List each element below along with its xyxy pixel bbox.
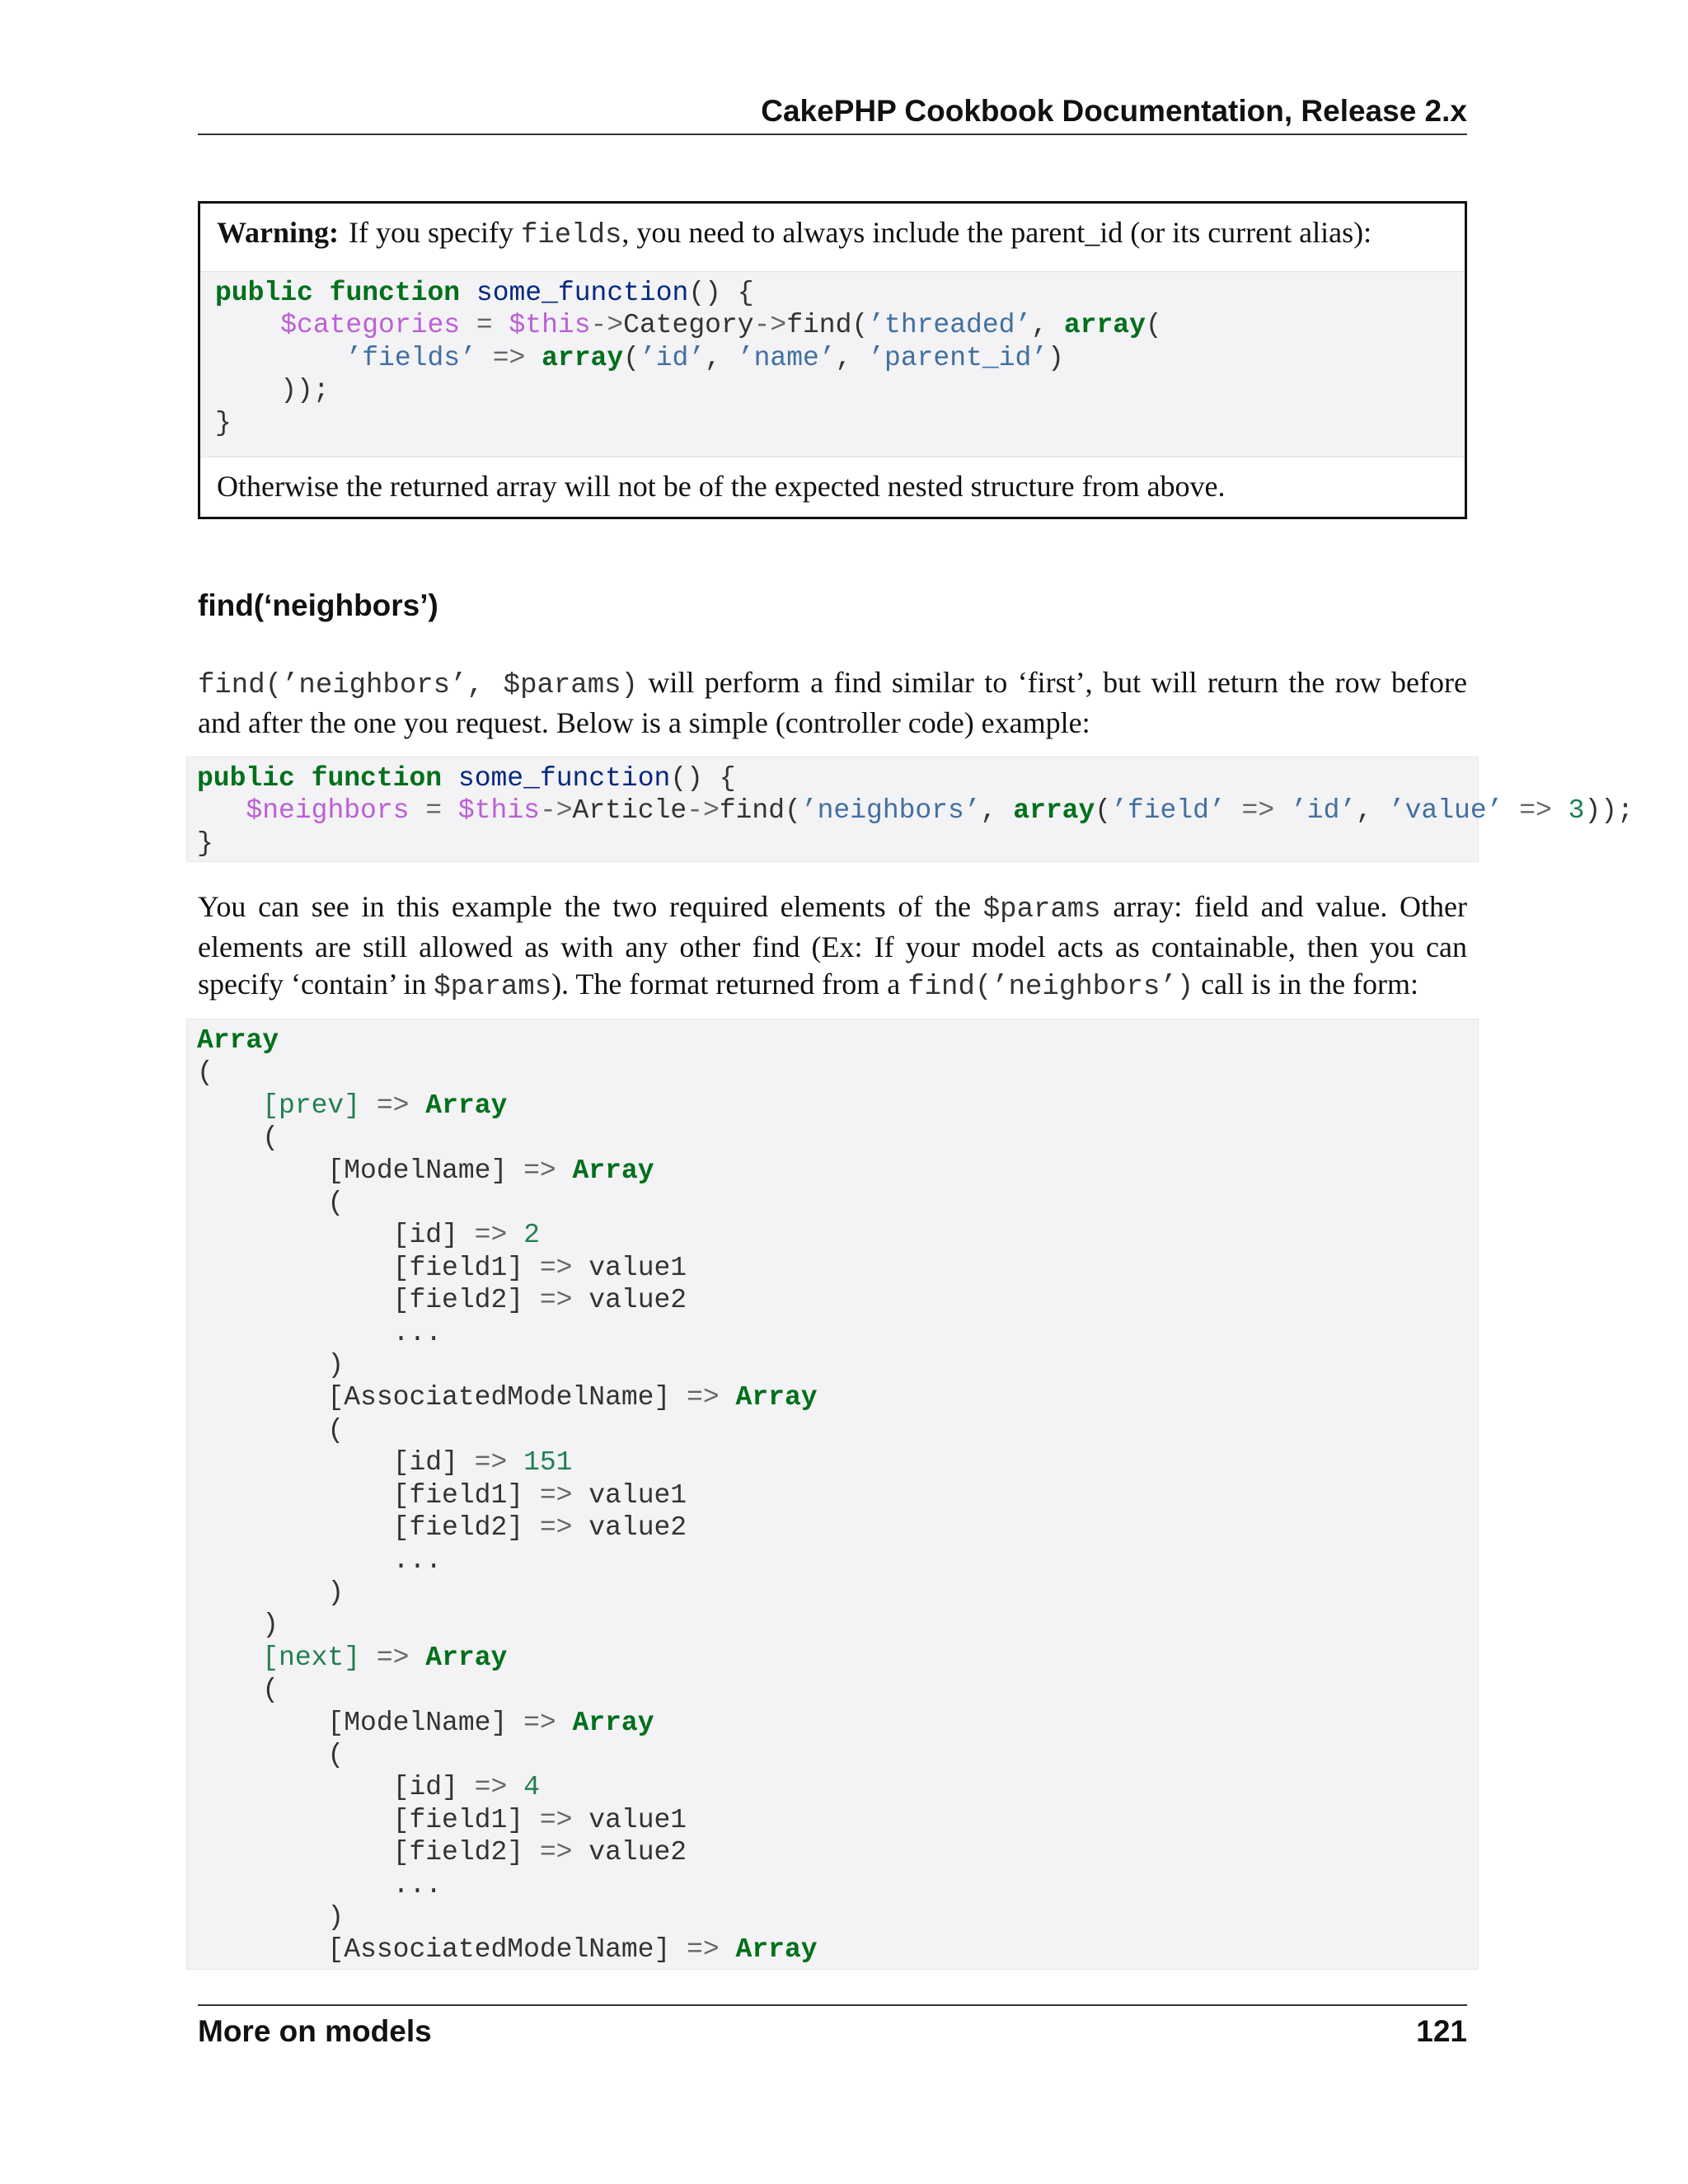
page-footer xyxy=(198,2004,1467,2054)
code-line: [field2] => value2 xyxy=(197,1837,687,1868)
intro-inline-code: find(’neighbors’, $params) xyxy=(198,670,638,701)
code-line: [field2] => value2 xyxy=(197,1285,687,1316)
warning-code xyxy=(215,277,1162,439)
code-line: [AssociatedModelName] => Array xyxy=(197,1934,818,1966)
code-line: [id] => 2 xyxy=(197,1220,540,1251)
warning-label: Warning: xyxy=(217,216,340,249)
code-line: ... xyxy=(197,1544,443,1576)
code-line: [field2] => value2 xyxy=(197,1512,687,1544)
code-line: ’fields’ => array(’id’, ’name’, ’parent_id’) xyxy=(345,342,1064,373)
code-line: public function some_function() { xyxy=(215,278,754,308)
code-line: ( xyxy=(197,1188,345,1219)
inline-code-params: $params xyxy=(434,972,552,1003)
params-paragraph xyxy=(198,888,1467,1006)
inline-code-params: $params xyxy=(982,894,1101,926)
code-line: [field1] => value1 xyxy=(197,1479,687,1511)
warning-code-block xyxy=(200,271,1465,457)
code-line: [field1] => value1 xyxy=(197,1252,687,1283)
para-text: ). The format returned from a xyxy=(551,968,908,1001)
code-line: ( xyxy=(197,1122,279,1154)
warning-text-before: If you specify xyxy=(349,216,513,249)
code-line: )); xyxy=(215,375,330,406)
code-line: } xyxy=(197,827,213,859)
para-text: You can see in this example the two required elements of the xyxy=(198,890,983,923)
footer-section-title: More on models xyxy=(198,2014,432,2048)
inline-code-find: find(’neighbors’) xyxy=(907,972,1194,1003)
code-line: [field1] => value1 xyxy=(197,1804,687,1835)
code-line: ... xyxy=(197,1317,443,1348)
code-line: ( xyxy=(197,1739,345,1770)
para-text: array: field and value. Other elements are still allowed as with any other find (Ex: If your model acts as containable, then you can specify ‘contain’ in xyxy=(198,890,1468,1001)
code-line: ) xyxy=(197,1350,345,1381)
example-code xyxy=(197,762,1634,860)
code-line: [id] => 4 xyxy=(197,1772,540,1803)
code-line: $categories = $this->Category->find(’threaded’, array( xyxy=(280,310,1162,341)
result-code-block xyxy=(186,1019,1479,1970)
warning-code-fields: fields xyxy=(520,220,622,251)
section-heading: find(‘neighbors’) xyxy=(198,588,438,622)
code-line: [prev] => Array xyxy=(262,1090,508,1121)
result-code xyxy=(197,1024,818,1966)
header-title: CakePHP Cookbook Documentation, Release 2.x xyxy=(761,94,1467,128)
code-line: [ModelName] => Array xyxy=(197,1155,654,1186)
code-line: ) xyxy=(197,1577,345,1608)
code-line: [ModelName] => Array xyxy=(197,1707,654,1738)
page-number: 121 xyxy=(1416,2014,1467,2048)
code-line: [id] => 151 xyxy=(197,1447,573,1479)
intro-text: will perform a find similar to ‘first’, but will return the row before and after the one you request. Below is a simple (controller code) example: xyxy=(198,666,1467,739)
code-line: public function some_function() { xyxy=(197,763,736,794)
warning-after-text: Otherwise the returned array will not be of the expected nested structure from above. xyxy=(217,470,1226,503)
example-code-block xyxy=(186,757,1634,862)
page-header xyxy=(198,92,1467,135)
code-line: [next] => Array xyxy=(262,1642,508,1673)
code-line: ) xyxy=(197,1901,345,1933)
warning-first-line xyxy=(217,212,1372,256)
code-line: $neighbors = $this->Article->find(’neighbors’, array(’field’ => ’id’, ’value’ => 3)); xyxy=(246,795,1634,827)
code-line: ( xyxy=(197,1675,279,1706)
warning-text-after: , you need to always include the parent_id (or its current alias): xyxy=(621,216,1372,249)
code-line: [AssociatedModelName] => Array xyxy=(197,1382,818,1413)
code-line: ) xyxy=(197,1610,279,1641)
code-line: } xyxy=(215,407,232,438)
intro-paragraph xyxy=(198,664,1467,742)
code-line: Array xyxy=(197,1025,279,1056)
code-line: ( xyxy=(197,1414,345,1446)
code-line: ... xyxy=(197,1869,443,1900)
para-text: call is in the form: xyxy=(1193,968,1419,1001)
code-line: ( xyxy=(197,1057,213,1089)
warning-box xyxy=(198,201,1467,519)
